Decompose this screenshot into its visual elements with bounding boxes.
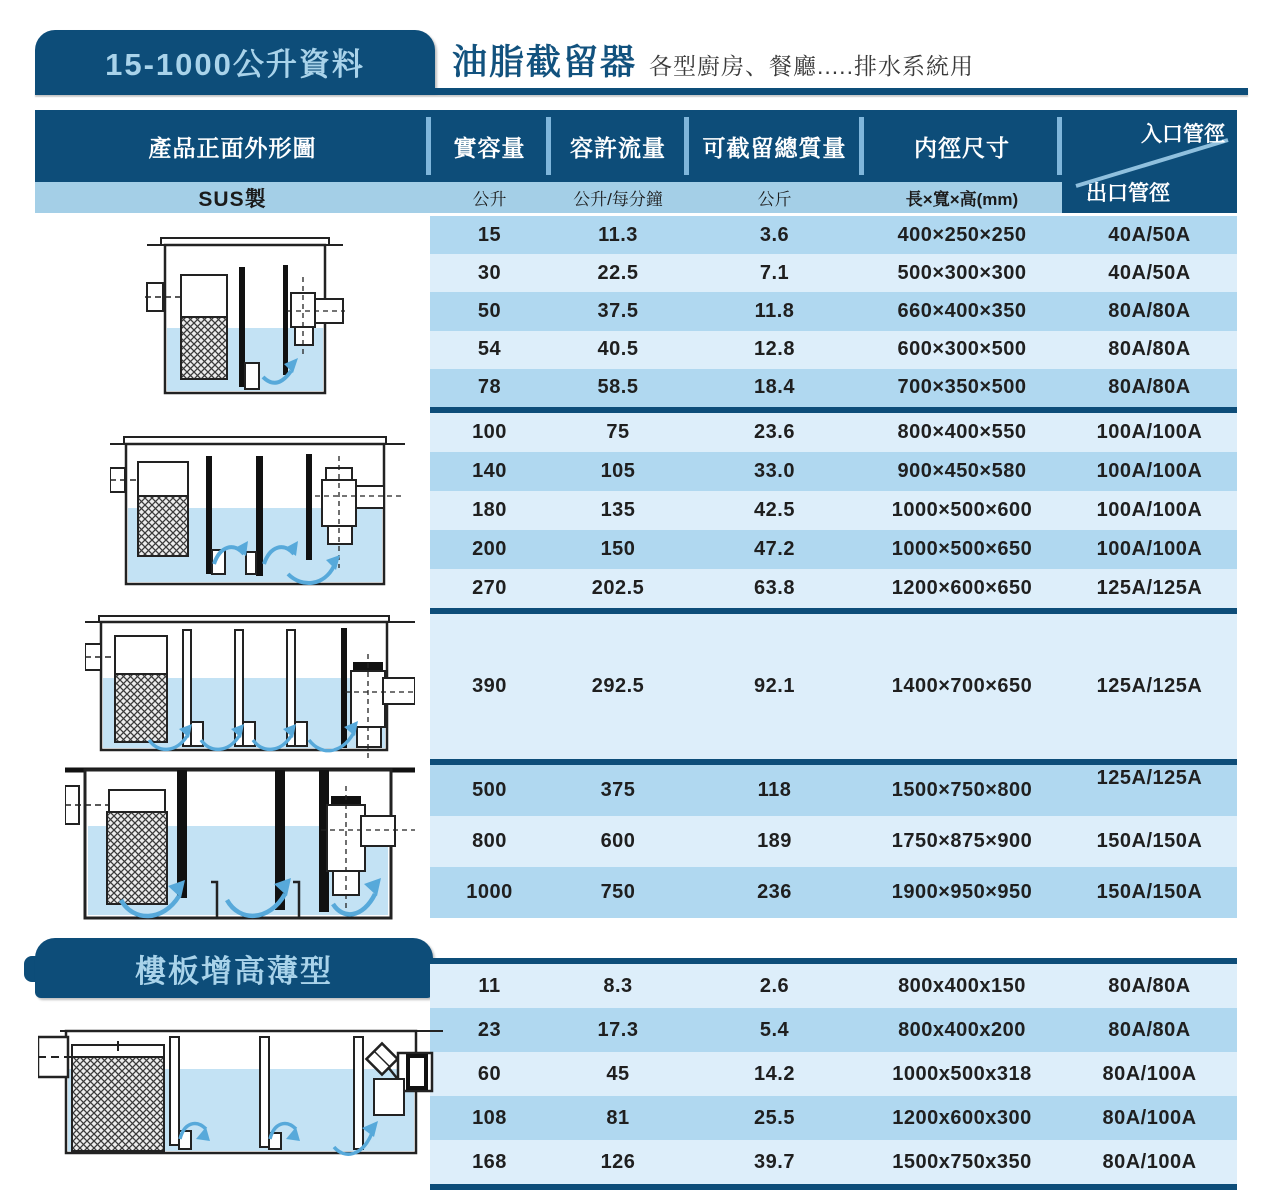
table-cell: 3.6	[759, 223, 790, 246]
table-cell: 81	[606, 1106, 630, 1129]
table-cell: 800x400x200	[898, 1018, 1026, 1041]
table-cell: 100A/100A	[1096, 421, 1203, 443]
table-cell: 45	[606, 1062, 630, 1085]
page-subtitle: 各型廚房、餐廳.....排水系統用	[649, 53, 974, 79]
table-row	[430, 1140, 1237, 1184]
table-cell: 100	[472, 421, 507, 443]
table-cell: 11	[478, 974, 501, 997]
table-group-slim	[430, 964, 1237, 1184]
table-row	[430, 1052, 1237, 1096]
table-cell: 50	[477, 300, 502, 322]
table-group-3	[430, 614, 1237, 759]
table-cell: 80A/100A	[1102, 1062, 1197, 1085]
page-title: 油脂截留器	[452, 43, 638, 82]
table-row	[430, 369, 1237, 407]
table-cell: 135	[600, 499, 636, 521]
grease-trap-diagram-medium	[110, 428, 405, 603]
table-row	[430, 1096, 1237, 1140]
table-cell: 126	[600, 1150, 636, 1173]
table-cell: 140	[472, 460, 507, 482]
table-cell: 180	[472, 499, 507, 521]
header-mass: 可截留總質量	[702, 134, 847, 161]
table-cell: 7.1	[759, 261, 790, 284]
table-cell: 600	[600, 830, 636, 852]
table-cell: 150A/150A	[1096, 830, 1203, 852]
table-cell: 58.5	[597, 376, 639, 399]
table-cell: 12.8	[754, 338, 795, 361]
table-cell: 80A/80A	[1108, 300, 1191, 322]
header-separator	[859, 117, 864, 175]
table-cell: 15	[477, 223, 502, 246]
table-cell: 800x400x150	[898, 974, 1026, 997]
table-cell: 23.6	[754, 421, 795, 443]
table-row	[430, 614, 1237, 759]
table-cell: 500	[472, 779, 507, 801]
table-row	[430, 867, 1237, 918]
header-separator	[1057, 117, 1062, 175]
table-row	[430, 964, 1237, 1008]
table-row	[430, 254, 1237, 292]
table-cell: 189	[757, 830, 792, 852]
table-cell: 105	[600, 460, 636, 482]
table-cell: 1750×875×900	[891, 830, 1033, 852]
table-cell: 1200×600×650	[891, 577, 1033, 599]
table-row	[430, 452, 1237, 491]
table-cell: 200	[472, 538, 507, 560]
table-cell: 2.6	[759, 974, 790, 997]
table-cell: 11.8	[754, 300, 795, 322]
table-cell: 270	[472, 577, 507, 599]
table-cell: 39.7	[754, 1150, 795, 1173]
subheader-capacity-unit: 公升	[472, 190, 507, 209]
table-cell: 60	[477, 1062, 502, 1085]
table-group-4	[430, 765, 1237, 918]
table-cell: 1000x500x318	[892, 1062, 1032, 1085]
table-cell: 100A/100A	[1096, 499, 1203, 521]
table-cell: 1400×700×650	[891, 675, 1033, 697]
header-capacity: 實容量	[453, 134, 526, 161]
table-cell: 202.5	[591, 577, 645, 599]
title-line	[452, 36, 974, 90]
table-cell: 1500×750×800	[891, 779, 1033, 801]
table-row	[430, 530, 1237, 569]
table-cell: 292.5	[591, 675, 645, 697]
table-cell: 168	[472, 1150, 507, 1173]
table-cell: 125A/125A	[1096, 767, 1203, 789]
table-cell: 500×300×300	[897, 261, 1027, 284]
header-dimensions: 内徑尺寸	[914, 134, 1010, 161]
subheader-flow-unit: 公升/每分鐘	[573, 190, 663, 209]
grease-trap-diagram-xl	[65, 760, 415, 928]
table-cell: 1000×500×600	[891, 499, 1033, 521]
table-row	[430, 569, 1237, 608]
table-cell: 37.5	[597, 300, 639, 322]
table-cell: 54	[477, 338, 502, 361]
table-row	[430, 292, 1237, 330]
table-row	[430, 1008, 1237, 1052]
subheader-material: SUS製	[198, 187, 267, 211]
table-cell: 40A/50A	[1108, 261, 1191, 284]
table-cell: 25.5	[754, 1106, 795, 1129]
header-diagram: 產品正面外形圖	[148, 134, 317, 161]
table-cell: 75	[606, 421, 630, 443]
table-cell: 1500x750x350	[892, 1150, 1032, 1173]
table-cell: 80A/100A	[1102, 1150, 1197, 1173]
subheader-mass-unit: 公斤	[757, 190, 792, 209]
table-cell: 78	[477, 376, 502, 399]
table-cell: 400×250×250	[897, 223, 1027, 246]
table-cell: 30	[477, 261, 502, 284]
table-cell: 125A/125A	[1096, 675, 1203, 697]
table-row	[430, 816, 1237, 867]
table-cell: 23	[477, 1018, 502, 1041]
table-cell: 100A/100A	[1096, 460, 1203, 482]
table-cell: 17.3	[597, 1018, 639, 1041]
table-cell: 22.5	[597, 261, 639, 284]
table-cell: 1000×500×650	[891, 538, 1033, 560]
table-cell: 42.5	[754, 499, 795, 521]
grease-trap-diagram-slim	[38, 1015, 443, 1167]
header-flow: 容許流量	[570, 134, 666, 161]
grease-trap-diagram-large	[85, 610, 415, 762]
table-cell: 900×450×580	[897, 460, 1027, 482]
table-row	[430, 413, 1237, 452]
table-cell: 1900×950×950	[891, 881, 1033, 903]
table-row	[430, 216, 1237, 254]
section-tab-main	[35, 30, 435, 92]
section-tab-slim	[35, 938, 433, 998]
table-cell: 100A/100A	[1096, 538, 1203, 560]
pipes-header-cell	[1062, 110, 1237, 213]
header-inlet: 入口管徑	[1141, 123, 1225, 146]
table-cell: 375	[600, 779, 636, 801]
table-cell: 600×300×500	[897, 338, 1027, 361]
table-group-1	[430, 216, 1237, 407]
table-row	[430, 765, 1237, 816]
header-separator	[426, 117, 431, 175]
table-cell: 700×350×500	[897, 376, 1027, 399]
table-cell: 14.2	[754, 1062, 795, 1085]
table-cell: 660×400×350	[897, 300, 1027, 322]
table-cell: 80A/80A	[1108, 1018, 1191, 1041]
table-cell: 800	[472, 830, 507, 852]
table-row	[430, 331, 1237, 369]
table-cell: 80A/80A	[1108, 974, 1191, 997]
table-cell: 1000	[466, 881, 513, 903]
table-cell: 18.4	[754, 376, 795, 399]
section-tab-slim-label: 樓板增高薄型	[135, 953, 333, 989]
header-separator	[684, 117, 689, 175]
table-group-2	[430, 413, 1237, 608]
grease-trap-diagram-small	[145, 225, 345, 405]
top-divider	[35, 88, 1248, 95]
table-row	[430, 491, 1237, 530]
table-cell: 125A/125A	[1096, 577, 1203, 599]
table-cell: 150A/150A	[1096, 881, 1203, 903]
table-cell: 40.5	[597, 338, 639, 361]
table-cell: 5.4	[759, 1018, 790, 1041]
table-cell: 108	[472, 1106, 507, 1129]
slim-table-bottom-border	[430, 1184, 1237, 1190]
table-cell: 118	[757, 779, 792, 801]
subheader-dimensions-unit: 長×寬×高(mm)	[905, 190, 1019, 209]
table-cell: 92.1	[754, 675, 795, 697]
table-cell: 80A/80A	[1108, 338, 1191, 361]
table-cell: 63.8	[754, 577, 795, 599]
header-separator	[546, 117, 551, 175]
table-cell: 11.3	[598, 223, 638, 246]
table-cell: 33.0	[754, 460, 795, 482]
table-cell: 750	[600, 881, 636, 903]
table-cell: 80A/100A	[1102, 1106, 1197, 1129]
table-cell: 40A/50A	[1108, 223, 1191, 246]
table-cell: 8.3	[603, 974, 633, 997]
table-cell: 1200x600x300	[892, 1106, 1032, 1129]
section-tab-main-label: 15-1000公升資料	[105, 46, 365, 82]
table-cell: 800×400×550	[897, 421, 1027, 443]
table-cell: 390	[472, 675, 507, 697]
table-cell: 150	[600, 538, 636, 560]
table-cell: 236	[757, 881, 792, 903]
table-cell: 47.2	[754, 538, 795, 560]
table-cell: 80A/80A	[1108, 376, 1191, 399]
header-outlet: 出口管徑	[1086, 182, 1170, 205]
